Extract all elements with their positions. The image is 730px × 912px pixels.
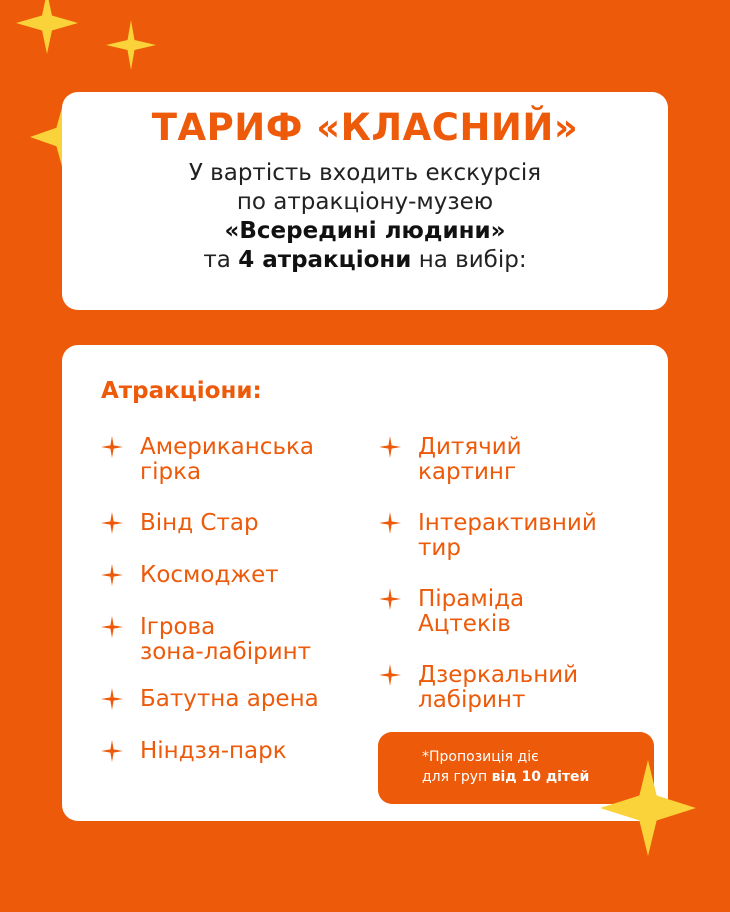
list-item <box>100 615 311 665</box>
attraction-name-line2: тир <box>418 535 461 561</box>
tariff-description: У вартість входить екскурсія по атракціону-музею «Всередині людини» та 4 атракціони на вибір: <box>188 160 542 273</box>
offer-note: *Пропозиція діє для груп від 10 дітей <box>378 732 654 804</box>
list-item <box>100 435 314 485</box>
list-item <box>100 739 287 764</box>
star-burst-icon <box>16 0 78 54</box>
attraction-name-line1: Космоджет <box>140 562 279 588</box>
attraction-name-line1: Батутна арена <box>140 686 319 712</box>
attraction-name-line1: Дзеркальний <box>418 662 579 688</box>
list-item <box>378 663 578 713</box>
attraction-name-line1: Дитячий <box>418 434 522 460</box>
tariff-card <box>62 92 668 310</box>
attraction-name-line2: зона-лабіринт <box>140 639 312 665</box>
list-item <box>100 563 279 588</box>
list-item <box>378 587 524 637</box>
list-item <box>100 511 259 536</box>
list-item <box>100 687 319 712</box>
attraction-name-line2: картинг <box>418 459 517 485</box>
page-title: ТАРИФ «КЛАСНИЙ» <box>151 106 579 149</box>
attraction-name-line2: гірка <box>140 459 202 485</box>
star-burst-icon <box>106 20 156 70</box>
attraction-name-line1: Піраміда <box>418 586 525 612</box>
attraction-name-line1: Ігрова <box>140 614 216 640</box>
list-item <box>378 511 597 561</box>
attraction-name-line1: Вінд Стар <box>140 510 259 536</box>
attraction-name-line2: Ацтеків <box>418 611 511 637</box>
star-burst-icon <box>600 760 696 856</box>
list-item <box>378 435 522 485</box>
attraction-name-line1: Інтерактивний <box>418 510 597 536</box>
attraction-name-line2: лабіринт <box>418 687 526 713</box>
attraction-name-line1: Ніндзя-парк <box>140 738 287 764</box>
attractions-title: Атракціони: <box>101 378 262 404</box>
attraction-name-line1: Американська <box>140 434 314 460</box>
attractions-card <box>62 345 668 821</box>
